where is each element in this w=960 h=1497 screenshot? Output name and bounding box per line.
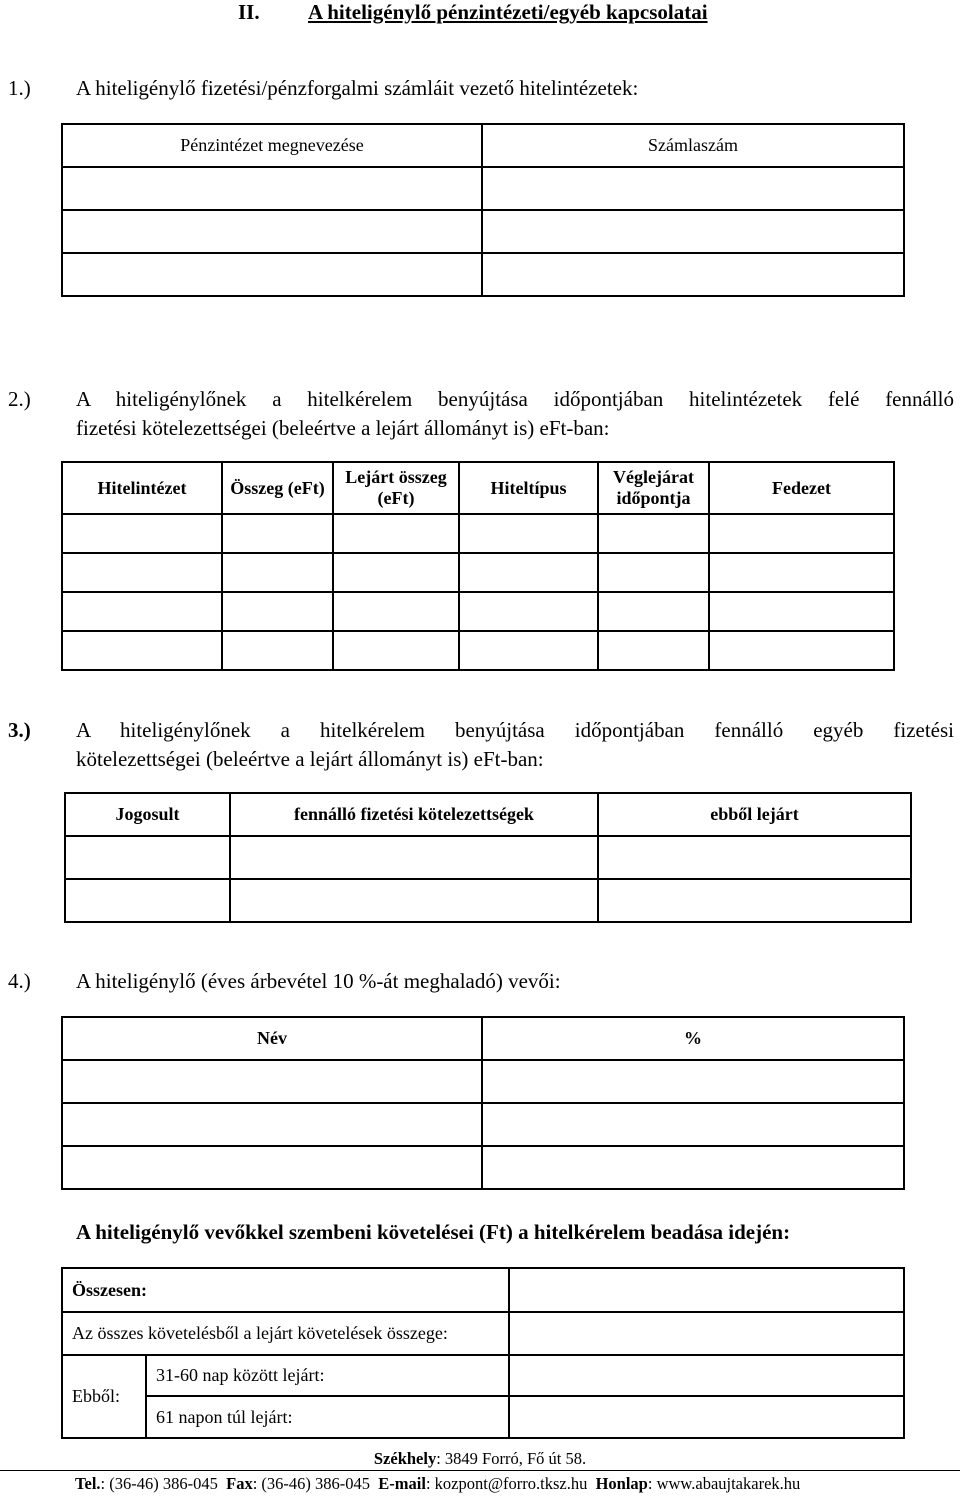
table-cell[interactable]: [709, 553, 894, 592]
of-which-label: Ebből:: [62, 1355, 146, 1438]
footer-seat: [0, 1449, 960, 1469]
table-cell[interactable]: [598, 514, 709, 553]
section-1-number: 1.): [8, 76, 31, 100]
customers-table: [61, 1016, 905, 1190]
table-cell[interactable]: [62, 167, 482, 210]
seat-value: : 3849 Forró, Fő út 58.: [436, 1449, 587, 1468]
table-cell[interactable]: [62, 514, 222, 553]
table-cell[interactable]: [222, 553, 333, 592]
seat-label: Székhely: [373, 1449, 437, 1468]
section-2-number: 2.): [8, 387, 31, 411]
table-cell[interactable]: [598, 836, 911, 879]
table-cell[interactable]: [482, 1060, 904, 1103]
email-label: E-mail: [378, 1474, 426, 1493]
table-cell[interactable]: [598, 879, 911, 922]
table-cell[interactable]: [598, 592, 709, 631]
column-header: Összeg (eFt): [222, 462, 333, 514]
section-number: II.: [238, 0, 260, 24]
table-cell[interactable]: [459, 553, 598, 592]
section-2-line-2: fizetési kötelezettségei (beleértve a lejárt állományt is) eFt-ban:: [76, 416, 610, 440]
table-cell[interactable]: [459, 592, 598, 631]
fax-value: : (36-46) 386-045: [252, 1474, 371, 1493]
table-cell[interactable]: [222, 514, 333, 553]
overdue-61-plus-label: 61 napon túl lejárt:: [146, 1396, 509, 1438]
fax-label: Fax: [226, 1474, 253, 1493]
table-cell[interactable]: [65, 836, 230, 879]
column-header: Lejárt összeg (eFt): [333, 462, 459, 514]
table-cell[interactable]: [598, 631, 709, 670]
footer-contacts: [75, 1474, 960, 1494]
bank-accounts-table: [61, 123, 905, 297]
email-link[interactable]: : kozpont@forro.tksz.hu: [425, 1474, 588, 1493]
column-header: Név: [62, 1017, 482, 1060]
section-3-line-2: kötelezettségei (beleértve a lejárt állományt is) eFt-ban:: [76, 747, 544, 771]
table-cell[interactable]: [62, 631, 222, 670]
tel-label: Tel.: [75, 1474, 101, 1493]
overdue-label: Az összes követelésből a lejárt követelések összege:: [62, 1312, 509, 1355]
column-header: %: [482, 1017, 904, 1060]
table-cell[interactable]: [459, 631, 598, 670]
column-header: Jogosult: [65, 793, 230, 836]
column-header: ebből lejárt: [598, 793, 911, 836]
section-2-line-1: A hiteligénylőnek a hitelkérelem benyújtása időpontjában hitelintézetek felé fennálló: [76, 387, 954, 411]
table-cell[interactable]: [459, 514, 598, 553]
table-cell[interactable]: [222, 592, 333, 631]
section-3-line-1: A hiteligénylőnek a hitelkérelem benyújtása időpontjában fennálló egyéb fizetési: [76, 718, 954, 742]
web-label: Honlap: [595, 1474, 648, 1493]
table-cell[interactable]: [230, 836, 598, 879]
column-header: Számlaszám: [482, 124, 904, 167]
table-cell[interactable]: [709, 631, 894, 670]
table-cell[interactable]: [62, 592, 222, 631]
website-link[interactable]: : www.abaujtakarek.hu: [647, 1474, 801, 1493]
table-cell[interactable]: [333, 592, 459, 631]
other-obligations-table: [64, 792, 912, 923]
receivables-heading: A hiteligénylő vevőkkel szembeni követelései (Ft) a hitelkérelem beadása idején:: [76, 1220, 791, 1244]
overdue-value-cell[interactable]: [509, 1312, 904, 1355]
table-cell[interactable]: [230, 879, 598, 922]
table-cell[interactable]: [482, 253, 904, 296]
table-cell[interactable]: [62, 1060, 482, 1103]
table-cell[interactable]: [482, 1103, 904, 1146]
section-4-number: 4.): [8, 969, 31, 993]
column-header: Pénzintézet megnevezése: [62, 124, 482, 167]
table-cell[interactable]: [62, 1103, 482, 1146]
table-cell[interactable]: [222, 631, 333, 670]
table-cell[interactable]: [482, 210, 904, 253]
table-cell[interactable]: [62, 553, 222, 592]
footer-divider: [0, 1470, 960, 1471]
section-title: A hiteligénylő pénzintézeti/egyéb kapcsolatai: [308, 0, 708, 24]
section-4-text: A hiteligénylő (éves árbevétel 10 %-át meghaladó) vevői:: [76, 969, 561, 993]
table-cell[interactable]: [482, 167, 904, 210]
column-header: Fedezet: [709, 462, 894, 514]
column-header: Hiteltípus: [459, 462, 598, 514]
table-cell[interactable]: [333, 631, 459, 670]
table-cell[interactable]: [65, 879, 230, 922]
table-cell[interactable]: [62, 253, 482, 296]
section-3-number: 3.): [8, 718, 31, 742]
section-1-text: A hiteligénylő fizetési/pénzforgalmi számláit vezető hitelintézetek:: [76, 76, 639, 100]
receivables-table: [61, 1267, 905, 1439]
table-cell[interactable]: [62, 1146, 482, 1189]
table-cell[interactable]: [598, 553, 709, 592]
total-value-cell[interactable]: [509, 1268, 904, 1312]
table-cell[interactable]: [482, 1146, 904, 1189]
tel-value: : (36-46) 386-045: [100, 1474, 218, 1493]
total-label: Összesen:: [62, 1268, 509, 1312]
column-header: Hitelintézet: [62, 462, 222, 514]
table-cell[interactable]: [333, 553, 459, 592]
table-cell[interactable]: [709, 592, 894, 631]
column-header: fennálló fizetési kötelezettségek: [230, 793, 598, 836]
overdue-31-60-label: 31-60 nap között lejárt:: [146, 1355, 509, 1396]
table-cell[interactable]: [709, 514, 894, 553]
table-cell[interactable]: [333, 514, 459, 553]
overdue-31-60-value-cell[interactable]: [509, 1355, 904, 1396]
overdue-61-plus-value-cell[interactable]: [509, 1396, 904, 1438]
table-cell[interactable]: [62, 210, 482, 253]
column-header: Véglejárat időpontja: [598, 462, 709, 514]
credit-obligations-table: [61, 461, 895, 671]
